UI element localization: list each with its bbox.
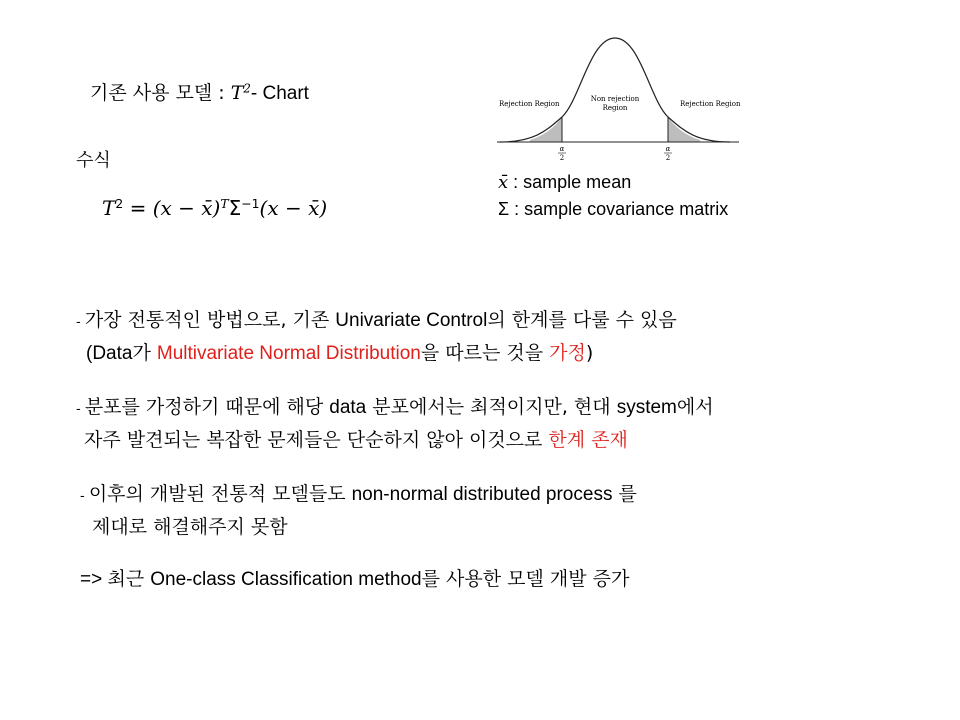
bullet-1-line2-b: 가 [132,342,157,364]
formula-sigma-exp: −1 [241,196,260,212]
legend-mean-symbol: x̄ [498,172,509,193]
bullet-2-text-e: 에서 [676,396,714,418]
formula-label: 수식 [76,150,111,171]
formula-sigma: Σ [228,196,242,220]
formula-part2: (x − x̄) [259,196,328,220]
bullet-1-line-2 [76,338,677,369]
bullet-1-text-b: Univariate Control [335,310,488,331]
formula-lhs-exp: 2 [115,196,124,212]
formula [102,196,327,220]
left-alpha-num: α [559,145,565,153]
legend-covariance [498,196,728,223]
right-region-label: Rejection Region [680,100,741,108]
bullet-2-text-b: data [329,397,367,418]
bullet-4-arrow: => [80,569,108,590]
bullet-2 [76,392,714,455]
legend-mean-text: : sample mean [508,172,632,192]
formula-equals: = [123,196,153,220]
bullet-3-dash: - [80,489,89,504]
right-alpha-num: α [665,145,671,153]
bullet-3-text-a: 이후의 개발된 전통적 모델들도 [88,483,352,505]
bullet-2-line-2 [76,425,714,455]
bullet-1-highlight-distribution: Multivariate Normal Distribution [156,343,421,364]
bullet-2-text-a: 분포를 가정하기 때문에 해당 [84,396,330,418]
bullet-1-highlight-assumption: 가정 [549,342,586,364]
bullet-1-line2-d: ) [585,342,594,364]
formula-lhs: T [102,196,116,220]
legend-cov-symbol: Σ [498,199,510,219]
bullet-2-line2-a: 자주 발견되는 복잡한 문제들은 단순하지 않아 이것으로 [84,429,549,451]
bullet-1-text-c: 의 한계를 다룰 수 있음 [487,309,677,331]
symbol-legend [498,169,728,223]
bullet-1-text-a: 가장 전통적인 방법으로, 기존 [84,309,336,331]
title-symbol: T [230,82,244,104]
bullet-1 [76,305,677,369]
bullet-3-text-b: non-normal distributed process [351,484,613,505]
left-alpha-den: 2 [559,154,565,162]
slide-title [90,78,309,105]
legend-cov-text: : sample covariance matrix [509,199,729,219]
formula-part1-exp: T [220,196,229,212]
bullet-2-highlight-limitation: 한계 존재 [548,429,628,451]
formula-part1: (x − x̄) [152,196,221,220]
bullet-3-line-2: 제대로 해결해주지 못함 [92,516,288,538]
bullet-1-line2-a: (Data [86,343,133,364]
center-label-line2: Region [602,104,628,112]
bullet-3 [80,479,637,542]
bullet-4-text-b: One-class Classification method [150,569,422,590]
bullet-2-text-d: system [616,397,677,418]
left-region-label: Rejection Region [499,100,560,108]
title-exponent: 2 [243,81,251,96]
bullet-3-line-1 [80,479,637,512]
bullet-1-line-1 [76,305,677,338]
bullet-4-text-c: 를 사용한 모델 개발 증가 [421,568,630,590]
right-alpha-den: 2 [665,154,671,162]
bullet-1-dash: - [76,315,85,330]
title-prefix: 기존 사용 모델 : [90,82,231,104]
bullet-2-dash: - [76,402,85,417]
bell-curve [500,38,730,142]
bullet-4-text-a: 최근 [107,568,151,590]
normal-distribution-figure [495,30,745,168]
title-suffix: - Chart [250,83,309,104]
bullet-3-text-c: 를 [612,483,637,505]
center-label-line1: Non rejection [590,95,640,103]
legend-mean [498,169,728,196]
bullet-2-line-1 [76,392,714,425]
bullet-1-line2-c: 을 따르는 것을 [420,342,550,364]
bullet-2-text-c: 분포에서는 최적이지만, 현대 [366,396,617,418]
bullet-4 [80,564,629,595]
